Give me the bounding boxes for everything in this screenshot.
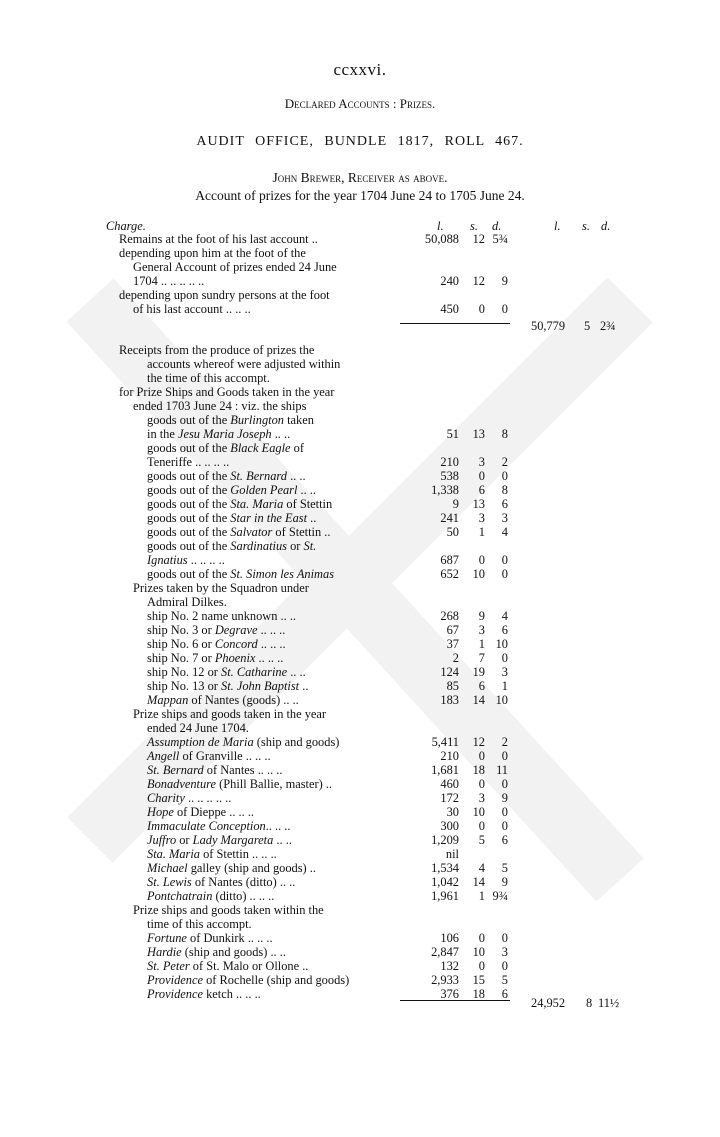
row-description: ship No. 3 or Degrave .. .. .. xyxy=(147,623,286,637)
amount-d: 0 xyxy=(501,469,508,483)
amount-s: 0 xyxy=(478,553,485,567)
amount-s: 0 xyxy=(478,931,485,945)
amount-l: 37 xyxy=(446,637,459,651)
row-description: Receipts from the produce of prizes the xyxy=(119,343,315,357)
table-row xyxy=(0,833,720,847)
row-description: goods out of the Burlington taken xyxy=(147,413,314,427)
table-row xyxy=(0,441,720,455)
amount-s: 14 xyxy=(472,875,485,889)
amount-s: 0 xyxy=(478,959,485,973)
table-row xyxy=(0,959,720,973)
amount-l: 1,961 xyxy=(431,889,459,903)
amount-l: 183 xyxy=(440,693,459,707)
table-row xyxy=(0,399,720,413)
amount-l: 1,338 xyxy=(431,483,459,497)
amount-l: 30 xyxy=(446,805,459,819)
amount-s: 12 xyxy=(472,232,485,246)
amount-d: 0 xyxy=(501,777,508,791)
table-row xyxy=(0,371,720,385)
audit-heading: AUDIT OFFICE, BUNDLE 1817, ROLL 467. xyxy=(196,134,524,149)
charge-label: Charge. xyxy=(106,219,146,233)
row-description: of his last account .. .. .. xyxy=(133,302,251,316)
amount-s: 15 xyxy=(472,973,485,987)
amount-s: 0 xyxy=(478,819,485,833)
amount-s: 3 xyxy=(478,455,485,469)
subtotal-2-d: 11½ xyxy=(598,996,620,1010)
col-header-s: s. xyxy=(470,219,478,233)
amount-d: 9 xyxy=(501,875,508,889)
table-row xyxy=(0,511,720,525)
amount-l: 2,847 xyxy=(431,945,459,959)
amount-d: 3 xyxy=(501,665,508,679)
table-row xyxy=(0,903,720,917)
amount-s: 0 xyxy=(478,777,485,791)
table-row xyxy=(0,483,720,497)
table-row xyxy=(0,917,720,931)
amount-l: 9 xyxy=(452,497,459,511)
amount-d: 10 xyxy=(495,693,508,707)
table-row xyxy=(0,343,720,357)
col-header-s2: s. xyxy=(582,219,590,233)
amount-l: 124 xyxy=(440,665,459,679)
amount-l: 132 xyxy=(440,959,459,973)
row-description: the time of this accompt. xyxy=(147,371,270,385)
amount-d: 0 xyxy=(501,302,508,316)
subtotal-2-l: 24,952 xyxy=(531,996,566,1010)
table-row xyxy=(0,805,720,819)
row-description: Bonadventure (Phill Ballie, master) .. xyxy=(147,777,333,791)
amount-s: 3 xyxy=(478,511,485,525)
row-description: ship No. 2 name unknown .. .. xyxy=(147,609,297,623)
amount-s: 14 xyxy=(472,693,485,707)
amount-d: 0 xyxy=(501,749,508,763)
amount-l: 50,088 xyxy=(424,232,459,246)
amount-d: 10 xyxy=(495,637,508,651)
amount-d: 0 xyxy=(501,553,508,567)
row-description: ship No. 6 or Concord .. .. .. xyxy=(147,637,286,651)
col-header-d: d. xyxy=(492,219,502,233)
row-description: goods out of the Sta. Maria of Stettin xyxy=(147,497,333,511)
row-description: goods out of the Sardinatius or St. xyxy=(147,539,317,553)
amount-d: 5 xyxy=(501,861,508,875)
amount-s: 1 xyxy=(478,889,485,903)
amount-d: 0 xyxy=(501,651,508,665)
table-row xyxy=(0,889,720,903)
row-description: Hardie (ship and goods) .. .. xyxy=(147,945,286,959)
amount-s: 10 xyxy=(472,945,485,959)
amount-l: 450 xyxy=(440,302,459,316)
table-row xyxy=(0,861,720,875)
amount-l: 460 xyxy=(440,777,459,791)
amount-l: 376 xyxy=(440,987,459,1001)
row-description: Pontchatrain (ditto) .. .. .. xyxy=(147,889,275,903)
amount-d: 0 xyxy=(501,931,508,945)
row-description: St. Bernard of Nantes .. .. .. xyxy=(147,763,283,777)
amount-d: 3 xyxy=(501,511,508,525)
row-description: Ignatius .. .. .. .. xyxy=(147,553,225,567)
amount-l: 241 xyxy=(440,511,459,525)
amount-d: 5 xyxy=(501,973,508,987)
amount-d: 4 xyxy=(501,525,508,539)
table-row xyxy=(0,232,720,246)
section-heading: Declared Accounts : Prizes. xyxy=(284,96,436,111)
amount-d: 2 xyxy=(501,735,508,749)
row-description: goods out of the St. Bernard .. .. xyxy=(147,469,306,483)
table-row xyxy=(0,693,720,707)
amount-l: 51 xyxy=(446,427,459,441)
amount-s: 1 xyxy=(478,525,485,539)
amount-d: 6 xyxy=(501,623,508,637)
amount-s: 13 xyxy=(472,497,485,511)
amount-s: 13 xyxy=(472,427,485,441)
table-row xyxy=(0,819,720,833)
col-header-d2: d. xyxy=(601,219,611,233)
table-row xyxy=(0,539,720,553)
table-row xyxy=(0,749,720,763)
subtotal-1-d: 2¾ xyxy=(600,319,616,333)
amount-l: 1,681 xyxy=(431,763,459,777)
amount-s: 10 xyxy=(472,567,485,581)
amount-d: 9 xyxy=(501,791,508,805)
table-row xyxy=(0,525,720,539)
amount-l: 210 xyxy=(440,749,459,763)
table-row xyxy=(0,357,720,371)
row-description: goods out of the Golden Pearl .. .. xyxy=(147,483,316,497)
table-row xyxy=(0,260,720,274)
amount-d: 1 xyxy=(501,679,508,693)
amount-s: 1 xyxy=(478,637,485,651)
table-row xyxy=(0,875,720,889)
row-description: General Account of prizes ended 24 June xyxy=(133,260,337,274)
amount-s: 3 xyxy=(478,623,485,637)
col-header-l: l. xyxy=(437,219,444,233)
row-description: depending upon sundry persons at the foot xyxy=(119,288,330,302)
table-row xyxy=(0,721,720,735)
row-description: Remains at the foot of his last account .. xyxy=(119,232,318,246)
row-description: Prize ships and goods taken in the year xyxy=(133,707,327,721)
row-description: ended 1703 June 24 : viz. the ships xyxy=(133,399,307,413)
table-row xyxy=(0,707,720,721)
row-description: Mappan of Nantes (goods) .. .. xyxy=(147,693,299,707)
row-description: Teneriffe .. .. .. .. xyxy=(147,455,230,469)
subtotal-2-s: 8 xyxy=(586,996,593,1010)
amount-s: 7 xyxy=(478,651,485,665)
amount-d: 9 xyxy=(501,274,508,288)
row-description: ship No. 13 or St. John Baptist .. xyxy=(147,679,309,693)
amount-d: 2 xyxy=(501,455,508,469)
account-title: Account of prizes for the year 1704 June 24 to 1705 June 24. xyxy=(195,188,525,203)
row-description: ship No. 12 or St. Catharine .. .. xyxy=(147,665,306,679)
row-description: goods out of the Star in the East .. xyxy=(147,511,317,525)
row-description: St. Lewis of Nantes (ditto) .. .. xyxy=(147,875,296,889)
amount-l: 2,933 xyxy=(431,973,459,987)
amount-l: 268 xyxy=(440,609,459,623)
amount-d: 8 xyxy=(501,483,508,497)
amount-s: 10 xyxy=(472,805,485,819)
row-description: Angell of Granville .. .. .. xyxy=(147,749,271,763)
amount-s: 9 xyxy=(478,609,485,623)
row-description: Charity .. .. .. .. .. xyxy=(147,791,232,805)
amount-l: 172 xyxy=(440,791,459,805)
row-description: for Prize Ships and Goods taken in the year xyxy=(119,385,335,399)
table-row xyxy=(0,735,720,749)
amount-d: 0 xyxy=(501,959,508,973)
table-row xyxy=(0,973,720,987)
row-description: goods out of the Black Eagle of xyxy=(147,441,304,455)
amount-d: 5¾ xyxy=(492,232,508,246)
row-description: ended 24 June 1704. xyxy=(147,721,249,735)
rule-1 xyxy=(400,323,510,324)
amount-s: 0 xyxy=(478,302,485,316)
amount-d: 9¾ xyxy=(492,889,508,903)
table-row xyxy=(0,497,720,511)
amount-d: 4 xyxy=(501,609,508,623)
amount-s: 6 xyxy=(478,483,485,497)
amount-s: 0 xyxy=(478,469,485,483)
row-description: 1704 .. .. .. .. .. xyxy=(133,274,205,288)
amount-l: 2 xyxy=(452,651,459,665)
row-description: Hope of Dieppe .. .. .. xyxy=(147,805,255,819)
amount-s: 4 xyxy=(478,861,485,875)
row-description: Fortune of Dunkirk .. .. .. xyxy=(147,931,273,945)
row-description: Providence ketch .. .. .. xyxy=(147,987,261,1001)
amount-d: 11 xyxy=(496,763,508,777)
row-description: Sta. Maria of Stettin .. .. .. xyxy=(147,847,277,861)
table-row xyxy=(0,763,720,777)
row-description: Michael galley (ship and goods) .. xyxy=(147,861,316,875)
amount-s: 19 xyxy=(472,665,485,679)
table-row xyxy=(0,931,720,945)
table-row xyxy=(0,302,720,316)
amount-l: 1,042 xyxy=(431,875,459,889)
page-number: ccxxvi. xyxy=(333,60,387,79)
table-row xyxy=(0,777,720,791)
row-description: Prize ships and goods taken within the xyxy=(133,903,324,917)
amount-l: 50 xyxy=(446,525,459,539)
row-description: Providence of Rochelle (ship and goods) xyxy=(147,973,350,987)
table-row xyxy=(0,288,720,302)
row-description: Assumption de Maria (ship and goods) xyxy=(147,735,340,749)
row-description: depending upon him at the foot of the xyxy=(119,246,306,260)
amount-d: 0 xyxy=(501,567,508,581)
table-row xyxy=(0,679,720,693)
amount-d: 6 xyxy=(501,497,508,511)
amount-l: 5,411 xyxy=(431,735,459,749)
amount-s: 12 xyxy=(472,735,485,749)
amount-d: 6 xyxy=(501,987,508,1001)
table-row xyxy=(0,595,720,609)
row-description: Prizes taken by the Squadron under xyxy=(133,581,309,595)
amount-l: 240 xyxy=(440,274,459,288)
amount-s: 12 xyxy=(472,274,485,288)
amount-l: 652 xyxy=(440,567,459,581)
row-description: accounts whereof were adjusted within xyxy=(147,357,341,371)
table-row xyxy=(0,665,720,679)
amount-l: 210 xyxy=(440,455,459,469)
table-row xyxy=(0,651,720,665)
table-row xyxy=(0,637,720,651)
table-row xyxy=(0,609,720,623)
table-row xyxy=(0,623,720,637)
amount-l: nil xyxy=(445,847,459,861)
row-description: ship No. 7 or Phoenix .. .. .. xyxy=(147,651,284,665)
row-description: Immaculate Conception.. .. .. xyxy=(147,819,291,833)
amount-s: 5 xyxy=(478,833,485,847)
table-row xyxy=(0,413,720,427)
amount-l: 538 xyxy=(440,469,459,483)
amount-l: 67 xyxy=(446,623,459,637)
amount-d: 3 xyxy=(501,945,508,959)
table-row xyxy=(0,553,720,567)
amount-s: 6 xyxy=(478,679,485,693)
table-row xyxy=(0,847,720,861)
table-row xyxy=(0,427,720,441)
table-row xyxy=(0,469,720,483)
table-row xyxy=(0,945,720,959)
table-row xyxy=(0,274,720,288)
table-row xyxy=(0,455,720,469)
table-row xyxy=(0,581,720,595)
amount-s: 18 xyxy=(472,987,485,1001)
row-description: goods out of the Salvator of Stettin .. xyxy=(147,525,331,539)
amount-d: 8 xyxy=(501,427,508,441)
amount-d: 0 xyxy=(501,805,508,819)
row-description: in the Jesu Maria Joseph .. .. xyxy=(147,427,291,441)
table-row xyxy=(0,385,720,399)
amount-l: 687 xyxy=(440,553,459,567)
row-description: time of this accompt. xyxy=(147,917,252,931)
amount-s: 3 xyxy=(478,791,485,805)
amount-s: 0 xyxy=(478,749,485,763)
amount-d: 6 xyxy=(501,833,508,847)
col-header-l2: l. xyxy=(554,219,561,233)
row-description: Admiral Dilkes. xyxy=(147,595,227,609)
amount-l: 106 xyxy=(440,931,459,945)
table-row xyxy=(0,791,720,805)
amount-d: 0 xyxy=(501,819,508,833)
row-description: Juffro or Lady Margareta .. .. xyxy=(147,833,292,847)
receiver-line: John Brewer, Receiver as above. xyxy=(272,170,448,185)
amount-l: 85 xyxy=(446,679,459,693)
subtotal-1-s: 5 xyxy=(584,319,591,333)
amount-l: 1,209 xyxy=(431,833,459,847)
row-description: St. Peter of St. Malo or Ollone .. xyxy=(147,959,309,973)
table-row xyxy=(0,246,720,260)
table-row xyxy=(0,567,720,581)
row-description: goods out of the St. Simon les Animas xyxy=(147,567,335,581)
subtotal-1-l: 50,779 xyxy=(531,319,566,333)
amount-l: 1,534 xyxy=(431,861,459,875)
amount-s: 18 xyxy=(472,763,485,777)
amount-l: 300 xyxy=(440,819,459,833)
rule-2 xyxy=(400,1000,510,1001)
